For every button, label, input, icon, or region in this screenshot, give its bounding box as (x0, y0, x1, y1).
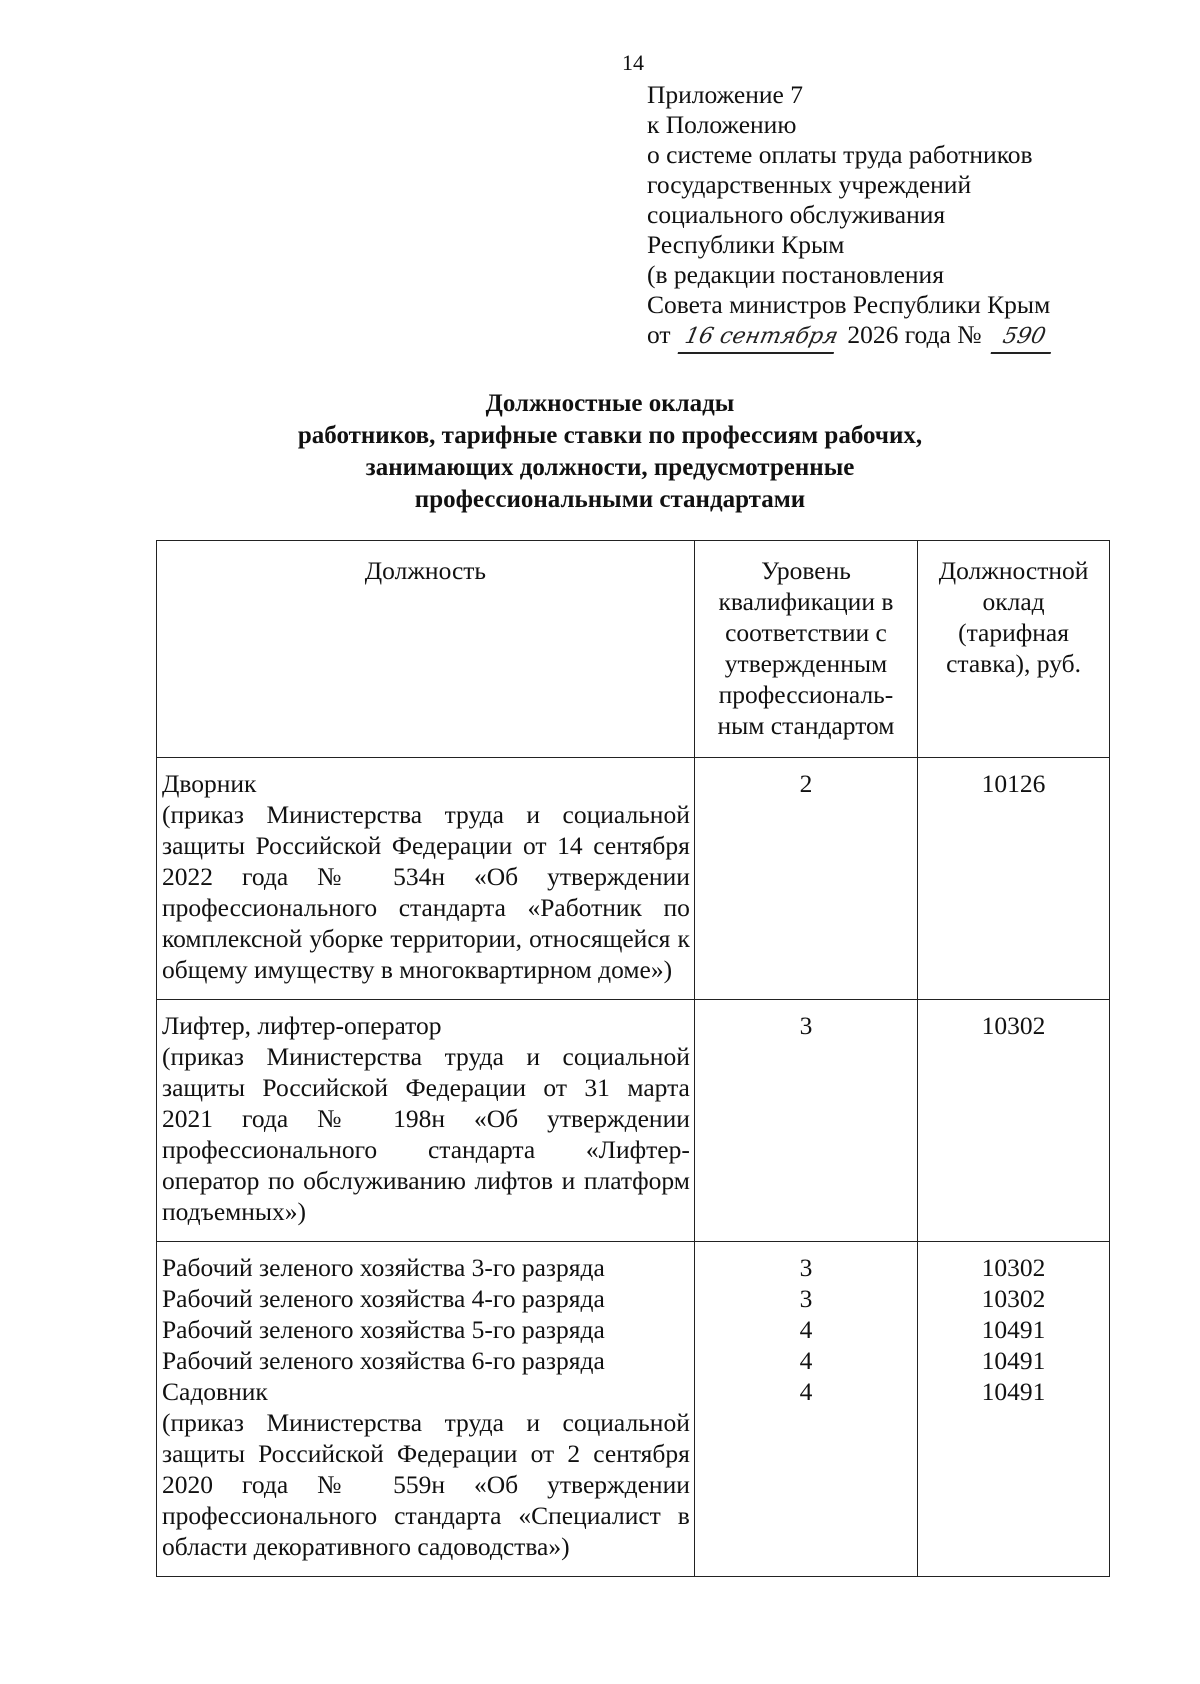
appendix-line: Приложение 7 (647, 80, 803, 109)
position-name: Рабочий зеленого хозяйства 3-го разряда (162, 1253, 605, 1282)
order-reference: (приказ Министерства труда и социальной защиты Российской Федерации от 2 сентября 2020 года № 559н «Об утверждении профессионального стандарта «Специалист в области декоративного садоводства») (162, 1408, 690, 1561)
table-row (157, 758, 1110, 1000)
appendix-header (647, 80, 1167, 354)
position-cell (157, 758, 695, 1000)
salary-cell (918, 758, 1110, 1000)
title-line: занимающих должности, предусмотренные (365, 454, 855, 481)
position-name: Рабочий зеленого хозяйства 4-го разряда (162, 1284, 605, 1313)
date-prefix: от (647, 320, 671, 349)
level-cell (694, 1242, 917, 1577)
salary-value: 10302 (981, 1253, 1046, 1282)
salary-value: 10302 (981, 1011, 1046, 1040)
position-cell (157, 1242, 695, 1577)
handwritten-date: 16 сентября (678, 322, 841, 354)
level-cell (694, 1000, 917, 1242)
position-name: Рабочий зеленого хозяйства 5-го разряда (162, 1315, 605, 1344)
level-value: 3 (799, 1284, 813, 1313)
appendix-line: Совета министров Республики Крым (647, 290, 1051, 319)
table-row (157, 1242, 1110, 1577)
salary-table (156, 540, 1110, 1577)
handwritten-number: 590 (991, 322, 1058, 354)
title-line: Должностные оклады (485, 390, 735, 417)
salary-value: 10302 (981, 1284, 1046, 1313)
header-qualification-level: Уровень квалификации в соответствии с утвержденным профессиональ-ным стандартом (694, 541, 917, 758)
title-line: работников, тарифные ставки по профессиям рабочих, (297, 422, 923, 449)
position-name: Рабочий зеленого хозяйства 6-го разряда (162, 1346, 605, 1375)
resolution-date-line (647, 320, 1167, 354)
appendix-line: социального обслуживания (647, 200, 946, 229)
order-reference: (приказ Министерства труда и социальной защиты Российской Федерации от 14 сентября 2022 года № 534н «Об утверждении профессионального стандарта «Работник по комплексной уборке территории, относящейся к общему имуществу в многоквартирном доме») (162, 800, 690, 984)
level-cell (694, 758, 917, 1000)
salary-value: 10491 (981, 1377, 1046, 1406)
document-title (140, 388, 1080, 516)
year-text: 2026 года № (847, 320, 982, 349)
appendix-line: (в редакции постановления (647, 260, 944, 289)
position-name: Лифтер, лифтер-оператор (162, 1011, 442, 1040)
appendix-line: государственных учреждений (647, 170, 972, 199)
position-name: Дворник (162, 769, 257, 798)
salary-value: 10491 (981, 1315, 1046, 1344)
appendix-line: о системе оплаты труда работников (647, 140, 1033, 169)
level-value: 4 (799, 1377, 813, 1406)
salary-cell (918, 1242, 1110, 1577)
salary-value: 10126 (981, 769, 1046, 798)
salary-value: 10491 (981, 1346, 1046, 1375)
level-value: 4 (799, 1315, 813, 1344)
appendix-line: к Положению (647, 110, 797, 139)
level-value: 3 (799, 1253, 813, 1282)
appendix-line: Республики Крым (647, 230, 845, 259)
level-value: 4 (799, 1346, 813, 1375)
order-reference: (приказ Министерства труда и социальной защиты Российской Федерации от 31 марта 2021 года № 198н «Об утверждении профессионального стандарта «Лифтер-оператор по обслуживанию лифтов и платформ подъемных») (162, 1042, 690, 1226)
title-line: профессиональными стандартами (414, 486, 806, 513)
header-position: Должность (157, 541, 695, 758)
table-row (157, 1000, 1110, 1242)
level-value: 2 (799, 769, 813, 798)
level-value: 3 (799, 1011, 813, 1040)
table-header-row (157, 541, 1110, 758)
header-salary: Должностной оклад (тарифная ставка), руб. (918, 541, 1110, 758)
position-cell (157, 1000, 695, 1242)
page-number: 14 (622, 50, 644, 75)
position-name: Садовник (162, 1377, 268, 1406)
salary-cell (918, 1000, 1110, 1242)
